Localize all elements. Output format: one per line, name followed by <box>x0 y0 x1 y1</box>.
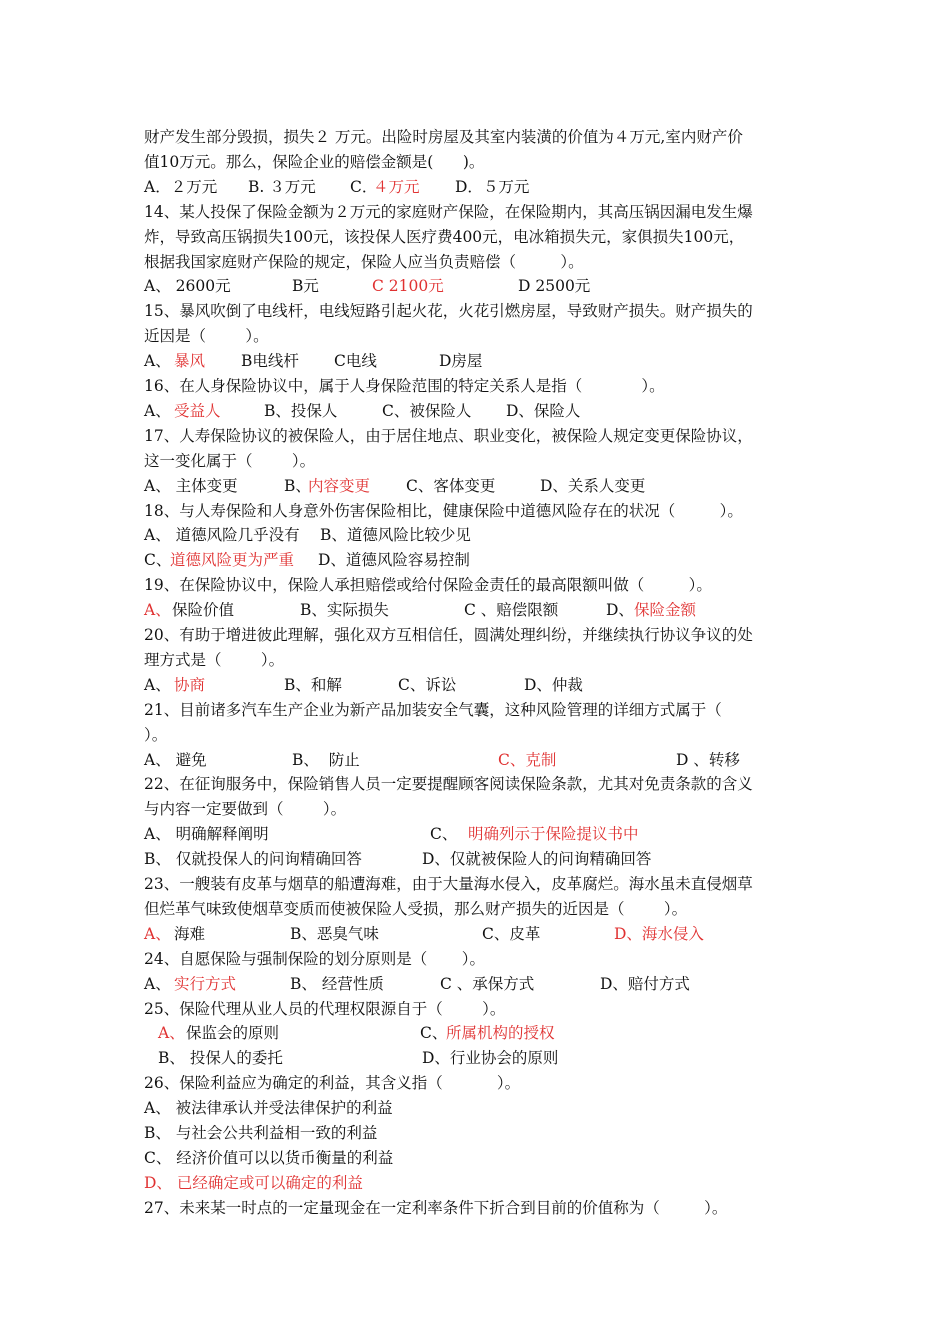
line-text: B. ３万元 <box>248 177 316 196</box>
line-text: 14、某人投保了保险金额为２万元的家庭财产保险，在保险期内，其高压锅因漏电发生爆 <box>144 202 753 221</box>
line-text: 保险价值 <box>172 601 235 620</box>
line-text: 近因是（ ）。 <box>144 327 269 346</box>
answer-text: 受益人 <box>174 401 221 420</box>
answer-text: C 2100元 <box>372 277 444 296</box>
line-text: B、道德风险比较少见 <box>320 526 471 545</box>
line-text: 炸，导致高压锅损失100元，该投保人医疗费400元，电冰箱损失元，家俱损失100元， <box>144 227 745 246</box>
line-text: 23、一艘装有皮革与烟草的船遭海难，由于大量海水侵入，皮革腐烂。海水虽未直侵烟草 <box>144 875 753 893</box>
line-text: 27、未来某一时点的一定量现金在一定利率条件下折合到目前的价值称为（ ）。 <box>144 1198 728 1217</box>
line-text: D、仲裁 <box>524 675 583 694</box>
line-text: B、 与社会公共利益相一致的利益 <box>144 1124 378 1142</box>
answer-text: C、克制 <box>498 750 557 769</box>
line-text: 15、暴风吹倒了电线杆，电线短路引起火花，火花引燃房屋，导致财产损失。财产损失的 <box>144 302 753 321</box>
line-text: ）。 <box>144 725 168 744</box>
line-text: 18、与人寿保险和人身意外伤害保险相比，健康保险中道德风险存在的状况（ ）。 <box>144 501 743 520</box>
line-text: B、 仅就投保人的问询精确回答 <box>144 850 362 869</box>
line-text: 根据我国家庭财产保险的规定，保险人应当负责赔偿（ ）。 <box>144 252 584 271</box>
line-text: 财产发生部分毁损，损失２ 万元。出险时房屋及其室内装潢的价值为４万元,室内财产价 <box>144 128 743 146</box>
line-text: A、 主体变更 <box>144 476 238 495</box>
line-text: 这一变化属于（ ）。 <box>144 451 316 470</box>
answer-text: ４万元 <box>373 177 420 196</box>
line-text: C、 经济价值可以以货币衡量的利益 <box>144 1148 394 1167</box>
line-text: 值10万元。那么，保险企业的赔偿金额是( )。 <box>144 152 485 171</box>
line-text: D 2500元 <box>518 277 591 296</box>
answer-text: A、 <box>144 924 171 943</box>
line-text: C 、承保方式 <box>440 974 535 993</box>
line-text: A、 道德风险几乎没有 <box>144 526 300 545</box>
line-text: B、 投保人的委托 <box>158 1049 283 1068</box>
answer-text: A、 <box>158 1024 185 1043</box>
line-text: 22、在征询服务中，保险销售人员一定要提醒顾客阅读保险条款，尤其对免责条款的含义 <box>144 775 753 794</box>
answer-text: A、 <box>144 601 171 620</box>
line-text: C． <box>350 177 378 196</box>
line-text: B、投保人 <box>264 401 338 420</box>
line-text: D．５万元 <box>455 177 530 196</box>
line-text: 与内容一定要做到（ ）。 <box>144 800 347 819</box>
answer-text: D、 已经确定或可以确定的利益 <box>144 1173 363 1192</box>
line-text: 21、目前诸多汽车生产企业为新产品加装安全气囊，这种风险管理的详细方式属于（ <box>144 700 722 719</box>
answer-text: 内容变更 <box>308 476 371 495</box>
line-text: 20、有助于增进彼此理解，强化双方互相信任，圆满处理纠纷，并继续执行协议争议的处 <box>144 626 753 644</box>
line-text: C、皮革 <box>482 924 541 943</box>
line-text: D、关系人变更 <box>540 476 646 495</box>
line-text: C 、赔偿限额 <box>464 601 559 620</box>
line-text: A、 <box>144 352 171 371</box>
line-text: D、保险人 <box>506 401 581 420</box>
line-text: 17、人寿保险协议的被保险人，由于居住地点、职业变化，被保险人规定变更保险协议， <box>144 426 753 445</box>
line-text: C、 <box>144 551 172 570</box>
line-text: D、道德风险容易控制 <box>318 551 470 570</box>
answer-text: 协商 <box>174 675 206 694</box>
line-text: C、 <box>420 1024 448 1043</box>
line-text: 24、自愿保险与强制保险的划分原则是（ ）。 <box>144 949 485 968</box>
answer-text: D、海水侵入 <box>614 924 704 943</box>
line-text: A、 <box>144 401 171 420</box>
line-text: A、 <box>144 675 171 694</box>
line-text: B元 <box>292 277 319 296</box>
line-text: C电线 <box>334 352 377 371</box>
answer-text: 道德风险更为严重 <box>170 551 295 570</box>
line-text: D、赔付方式 <box>600 974 690 993</box>
line-text: A、 明确解释阐明 <box>144 825 269 844</box>
line-text: D、仅就被保险人的问询精确回答 <box>422 850 652 869</box>
line-text: 理方式是（ ）。 <box>144 650 285 669</box>
line-text: D、行业协会的原则 <box>422 1049 559 1068</box>
answer-text: 暴风 <box>174 352 206 371</box>
line-text: B、 <box>284 476 311 495</box>
line-text: D房屋 <box>439 352 483 371</box>
line-text: A、 避免 <box>144 750 207 769</box>
line-text: B、实际损失 <box>300 601 389 620</box>
line-text: B、 经营性质 <box>290 974 384 993</box>
line-text: A、 2600元 <box>144 277 231 296</box>
line-text: D、 <box>606 601 634 620</box>
answer-text: 所属机构的授权 <box>446 1024 555 1043</box>
line-text: 16、在人身保险协议中，属于人身保险范围的特定关系人是指（ ）。 <box>144 377 665 395</box>
answer-text: 明确列示于保险提议书中 <box>468 825 639 844</box>
line-text: A、 被法律承认并受法律保护的利益 <box>144 1099 393 1118</box>
line-text: A、 <box>144 974 171 993</box>
line-text: B、恶臭气味 <box>290 924 379 943</box>
line-text: B、 防止 <box>292 750 360 769</box>
line-text: 26、保险利益应为确定的利益，其含义指（ ）。 <box>144 1074 521 1093</box>
line-text: B、和解 <box>284 675 342 694</box>
line-text: D 、转移 <box>676 750 740 769</box>
line-text: 但烂革气味致使烟草变质而使被保险人受损，那么财产损失的近因是（ ）。 <box>144 899 688 918</box>
line-text: C、 <box>430 825 463 844</box>
line-text: A．２万元 <box>144 177 218 196</box>
answer-text: 实行方式 <box>174 974 237 993</box>
line-text: 25、保险代理从业人员的代理权限源自于（ ）。 <box>144 999 506 1018</box>
line-text: 保监会的原则 <box>186 1024 280 1043</box>
line-text: B电线杆 <box>241 352 299 371</box>
line-text: C、被保险人 <box>382 401 472 420</box>
answer-text: 保险金额 <box>634 601 697 620</box>
line-text: 海难 <box>174 924 206 943</box>
line-text: C、诉讼 <box>398 675 457 694</box>
line-text: 19、在保险协议中，保险人承担赔偿或给付保险金责任的最高限额叫做（ ）。 <box>144 576 712 595</box>
line-text: C、客体变更 <box>406 476 496 495</box>
